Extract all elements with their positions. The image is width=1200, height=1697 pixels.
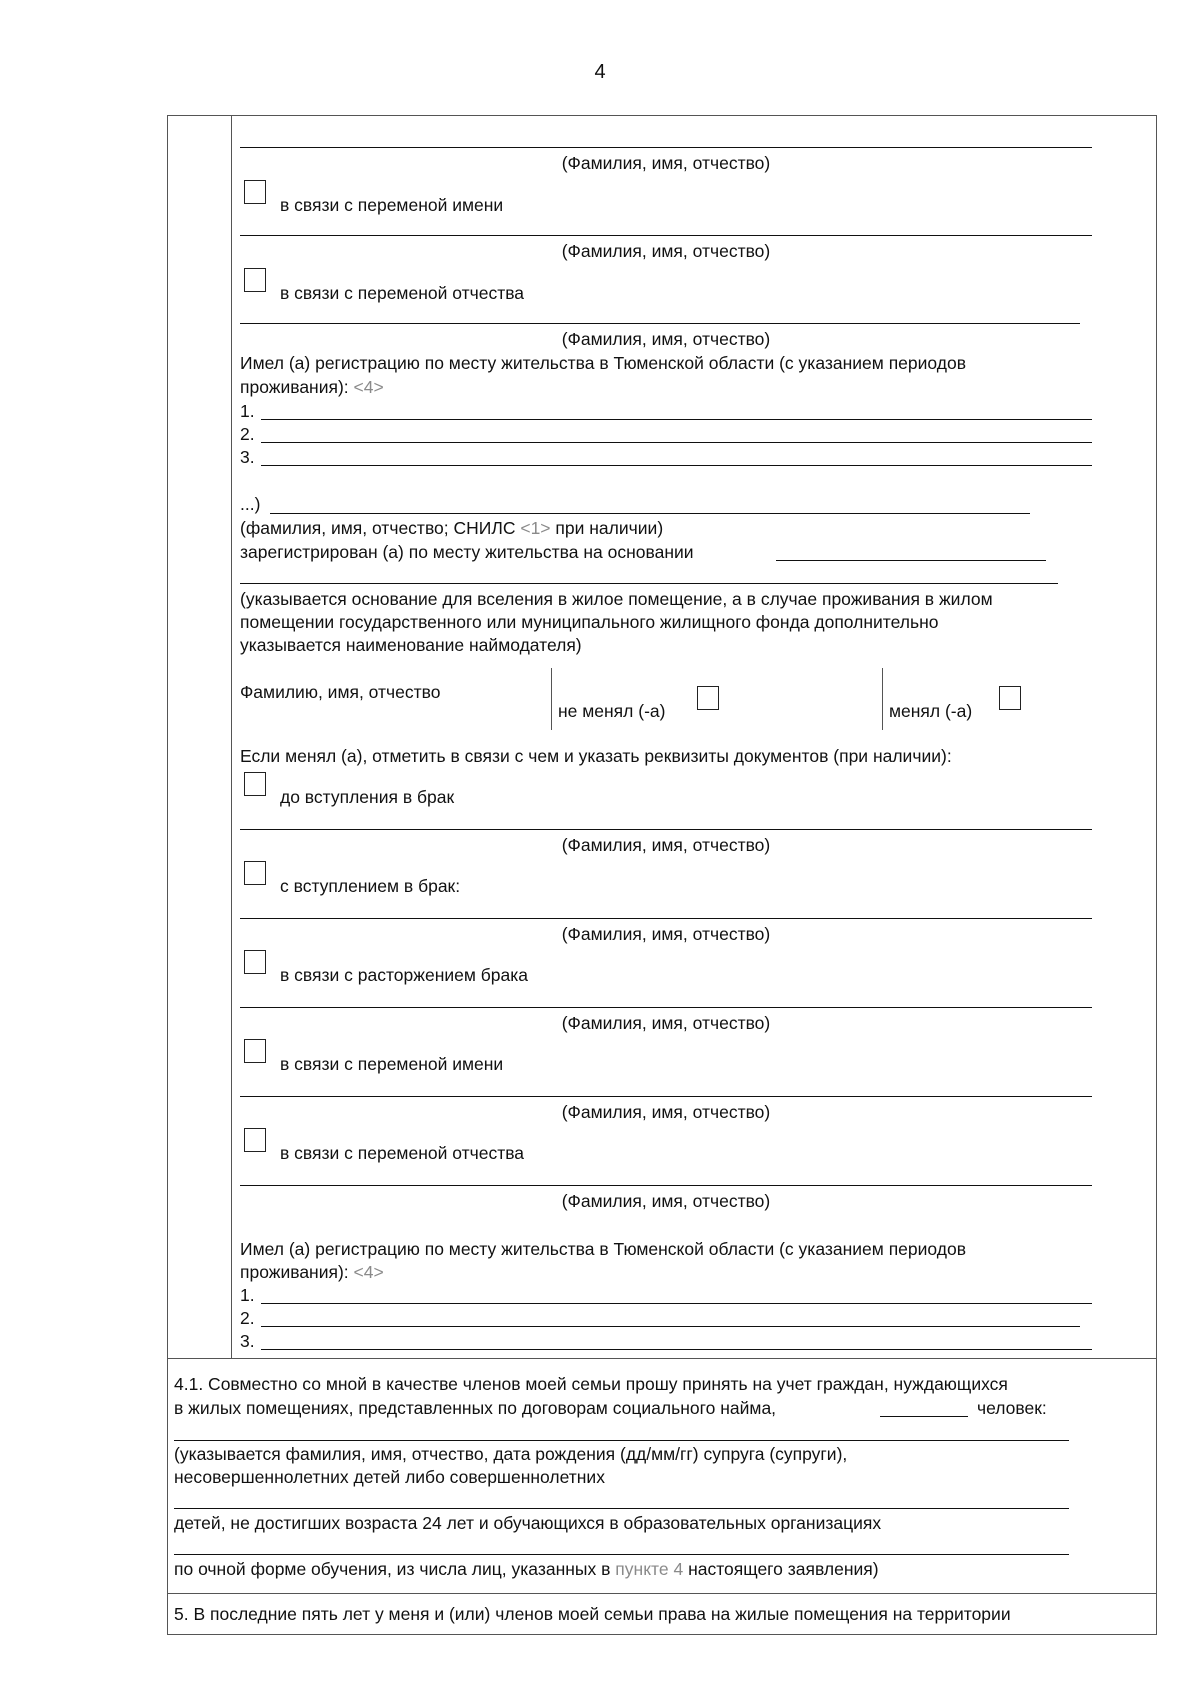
name-change-checkbox[interactable] xyxy=(244,1039,266,1063)
divorce-checkbox[interactable] xyxy=(244,950,266,974)
note-text: по очной форме обучения, из числа лиц, указанных в xyxy=(174,1559,611,1579)
note-text: настоящего заявления) xyxy=(688,1559,879,1579)
period-line[interactable] xyxy=(261,1326,1080,1327)
registration-intro-text: проживания): xyxy=(240,377,349,397)
caption-text: при наличии) xyxy=(555,518,664,538)
fio-line[interactable] xyxy=(240,1185,1092,1186)
option-divider xyxy=(882,668,883,730)
basis-line[interactable] xyxy=(240,583,1058,584)
basis-note: указывается наименование наймодателя) xyxy=(240,635,582,655)
period-item-number: 2. xyxy=(240,1308,255,1328)
registration-intro-text: проживания): xyxy=(240,1262,349,1282)
fio-caption: (Фамилия, имя, отчество) xyxy=(561,835,771,855)
family-members-line[interactable] xyxy=(174,1440,1069,1441)
section-4-1-line2a: в жилых помещениях, представленных по договорам социального найма, xyxy=(174,1398,777,1418)
divorce-label: в связи с расторжением брака xyxy=(280,965,529,985)
fio-caption: (Фамилия, имя, отчество) xyxy=(561,1191,771,1211)
patronymic-change-label: в связи с переменой отчества xyxy=(280,1143,525,1163)
registration-intro: Имел (а) регистрацию по месту жительства в Тюменской области (с указанием периодов xyxy=(240,353,966,373)
family-members-line[interactable] xyxy=(174,1508,1069,1509)
registered-basis-label: зарегистрирован (а) по месту жительства на основании xyxy=(240,542,694,562)
fio-line[interactable] xyxy=(240,1007,1092,1008)
family-members-line[interactable] xyxy=(174,1554,1069,1555)
patronymic-change-checkbox[interactable] xyxy=(244,268,266,292)
changed-label: менял (-а) xyxy=(889,701,973,721)
period-line[interactable] xyxy=(261,419,1092,420)
patronymic-change-label: в связи с переменой отчества xyxy=(280,283,525,303)
footnote-ref-4[interactable]: <4> xyxy=(353,377,384,397)
period-item-number: 1. xyxy=(240,1285,255,1305)
period-line[interactable] xyxy=(261,442,1092,443)
basis-note: (указывается основание для вселения в жилое помещение, а в случае проживания в жилом xyxy=(240,589,993,609)
registration-intro-2 xyxy=(240,376,384,398)
changed-checkbox[interactable] xyxy=(999,686,1021,710)
period-line[interactable] xyxy=(261,1303,1092,1304)
member-fio-snils-caption xyxy=(240,517,663,539)
with-marriage-checkbox[interactable] xyxy=(244,861,266,885)
registration-intro-2 xyxy=(240,1261,384,1283)
member-prefix: ...) xyxy=(240,494,261,514)
before-marriage-label: до вступления в брак xyxy=(280,787,455,807)
before-marriage-checkbox[interactable] xyxy=(244,772,266,796)
period-line[interactable] xyxy=(261,1349,1092,1350)
patronymic-change-checkbox[interactable] xyxy=(244,1128,266,1152)
fio-line[interactable] xyxy=(240,1096,1092,1097)
section-4-1-line1: 4.1. Совместно со мной в качестве членов моей семьи прошу принять на учет граждан, нуждающихся xyxy=(174,1374,1008,1394)
fio-line[interactable] xyxy=(240,147,1092,148)
section-4-1-note: детей, не достигших возраста 24 лет и обучающихся в образовательных организациях xyxy=(174,1513,882,1533)
fio-line[interactable] xyxy=(240,829,1092,830)
fio-caption: (Фамилия, имя, отчество) xyxy=(561,329,771,349)
not-changed-label: не менял (-а) xyxy=(558,701,666,721)
fio-caption: (Фамилия, имя, отчество) xyxy=(561,1013,771,1033)
with-marriage-label: с вступлением в брак: xyxy=(280,876,461,896)
fio-line[interactable] xyxy=(240,235,1092,236)
basis-line[interactable] xyxy=(776,560,1046,561)
option-divider xyxy=(551,668,552,730)
fio-line[interactable] xyxy=(240,323,1080,324)
period-item-number: 3. xyxy=(240,447,255,467)
caption-text: (фамилия, имя, отчество; СНИЛС xyxy=(240,518,516,538)
fio-caption: (Фамилия, имя, отчество) xyxy=(561,241,771,261)
footnote-ref-1[interactable]: <1> xyxy=(520,518,551,538)
footnote-ref-4[interactable]: <4> xyxy=(353,1262,384,1282)
period-item-number: 2. xyxy=(240,424,255,444)
period-item-number: 1. xyxy=(240,401,255,421)
registration-intro: Имел (а) регистрацию по месту жительства в Тюменской области (с указанием периодов xyxy=(240,1239,966,1259)
basis-note: помещении государственного или муниципального жилищного фонда дополнительно xyxy=(240,612,939,632)
name-change-checkbox[interactable] xyxy=(244,180,266,204)
name-change-label: в связи с переменой имени xyxy=(280,195,504,215)
section-4-1-note: несовершеннолетних детей либо совершеннолетних xyxy=(174,1467,605,1487)
period-item-number: 3. xyxy=(240,1331,255,1351)
section-4-1-line2b: человек: xyxy=(977,1398,1047,1418)
page-number: 4 xyxy=(594,61,606,83)
fio-caption: (Фамилия, имя, отчество) xyxy=(561,153,771,173)
member-fio-line[interactable] xyxy=(270,513,1030,514)
table-row-divider xyxy=(167,1358,1157,1359)
section-5-line1: 5. В последние пять лет у меня и (или) членов моей семьи права на жилые помещения на территории xyxy=(174,1604,1011,1624)
fio-caption: (Фамилия, имя, отчество) xyxy=(561,1102,771,1122)
fio-line[interactable] xyxy=(240,918,1092,919)
change-instruction: Если менял (а), отметить в связи с чем и указать реквизиты документов (при наличии): xyxy=(240,746,952,766)
section-4-link[interactable]: пункте 4 xyxy=(615,1559,684,1579)
section-4-1-note xyxy=(174,1558,879,1580)
not-changed-checkbox[interactable] xyxy=(697,686,719,710)
fio-change-label: Фамилию, имя, отчество xyxy=(240,682,441,702)
name-change-label: в связи с переменой имени xyxy=(280,1054,504,1074)
table-column-divider xyxy=(231,115,232,1358)
section-4-1-note: (указывается фамилия, имя, отчество, дата рождения (дд/мм/гг) супруга (супруги), xyxy=(174,1444,848,1464)
table-row-divider xyxy=(167,1593,1157,1594)
person-count-line[interactable] xyxy=(880,1416,968,1417)
period-line[interactable] xyxy=(261,465,1092,466)
fio-caption: (Фамилия, имя, отчество) xyxy=(561,924,771,944)
